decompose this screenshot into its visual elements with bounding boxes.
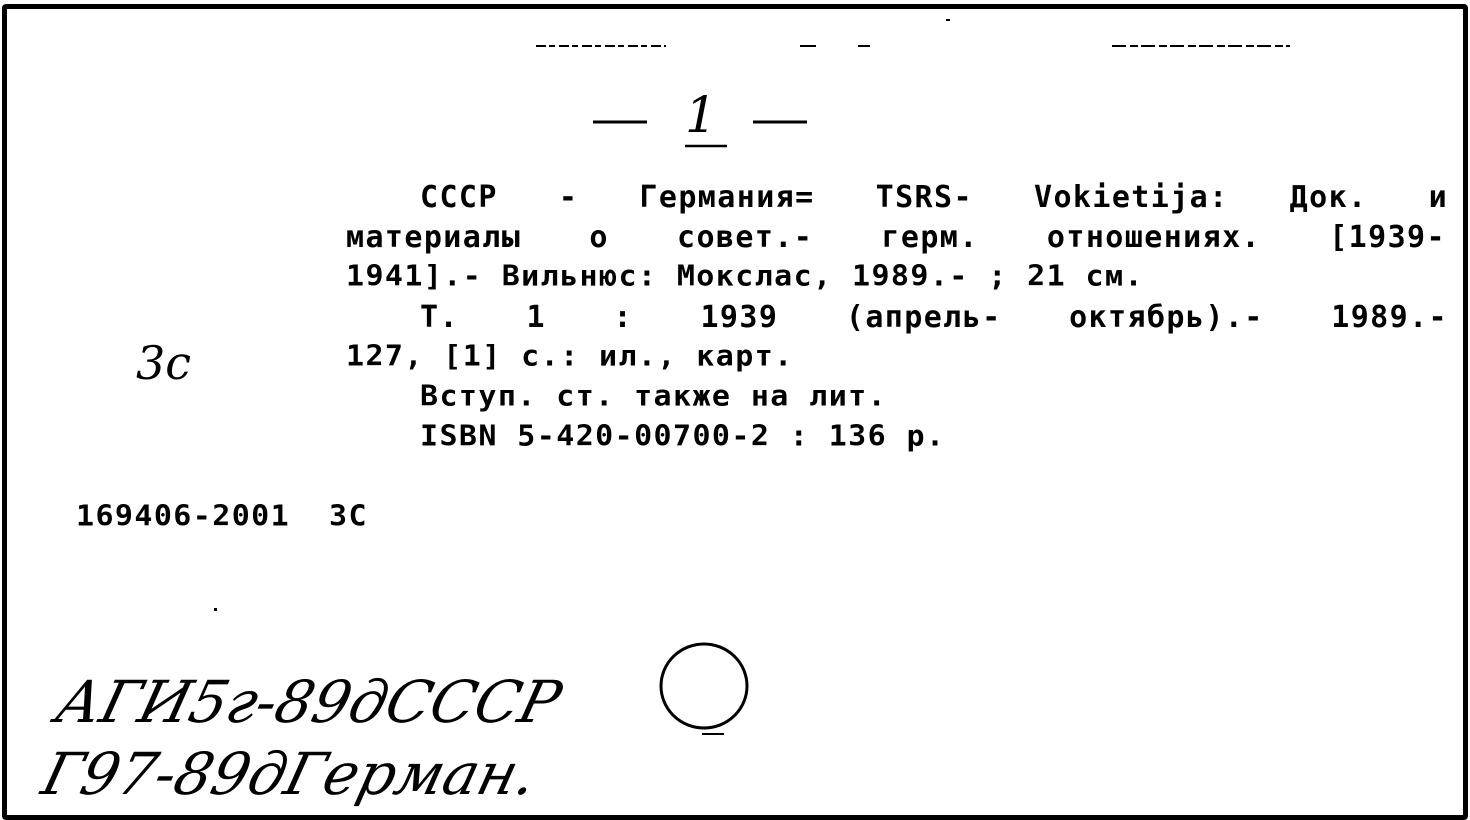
inventory-number: 169406-2001 ЗС (76, 499, 368, 534)
entry-word: (апрель- (845, 300, 1002, 335)
shelf-mark-handwritten: 3c (136, 336, 192, 390)
entry-line-1 (420, 178, 1448, 218)
entry-word: Т. (420, 300, 459, 335)
entry-word: отношениях. (1046, 220, 1261, 255)
entry-word: 1989.- (1331, 300, 1449, 335)
entry-line-5: 127, [1] с.: ил., карт. (346, 339, 794, 374)
entry-word: 1 (526, 300, 546, 335)
entry-word: Vokietija: (1033, 180, 1229, 215)
entry-word: Док. (1289, 180, 1368, 215)
stray-dot (214, 608, 217, 611)
entry-word: : (613, 300, 633, 335)
punch-hole (654, 640, 758, 740)
entry-word: и (1428, 180, 1449, 215)
entry-word: - (558, 180, 579, 215)
entry-line-7: ISBN 5-420-00700-2 : 136 р. (420, 419, 946, 454)
handwritten-note-1: АГИ5г-89дСССР (49, 668, 568, 736)
entry-word: 1939 (700, 300, 779, 335)
entry-word: Германия= (639, 180, 815, 215)
entry-word: TSRS- (875, 180, 973, 215)
entry-line-3: 1941].- Вильнюс: Мокслас, 1989.- ; 21 см. (346, 259, 1144, 294)
entry-word: о (589, 220, 609, 255)
entry-word: [1939- (1329, 220, 1446, 255)
top-scan-marks (0, 0, 1470, 60)
page-number: 1 (685, 86, 717, 144)
page-number-mark (585, 86, 815, 164)
entry-line-2 (346, 218, 1446, 258)
entry-word: совет.- (677, 220, 814, 255)
handwritten-note-2: Г97-89дГерман. (35, 740, 545, 808)
entry-line-4 (420, 298, 1448, 338)
entry-word: СССР (420, 180, 498, 215)
entry-word: октябрь).- (1069, 300, 1264, 335)
entry-word: герм. (881, 220, 979, 255)
entry-line-6: Вступ. ст. также на лит. (420, 379, 888, 414)
entry-word: материалы (346, 220, 522, 255)
